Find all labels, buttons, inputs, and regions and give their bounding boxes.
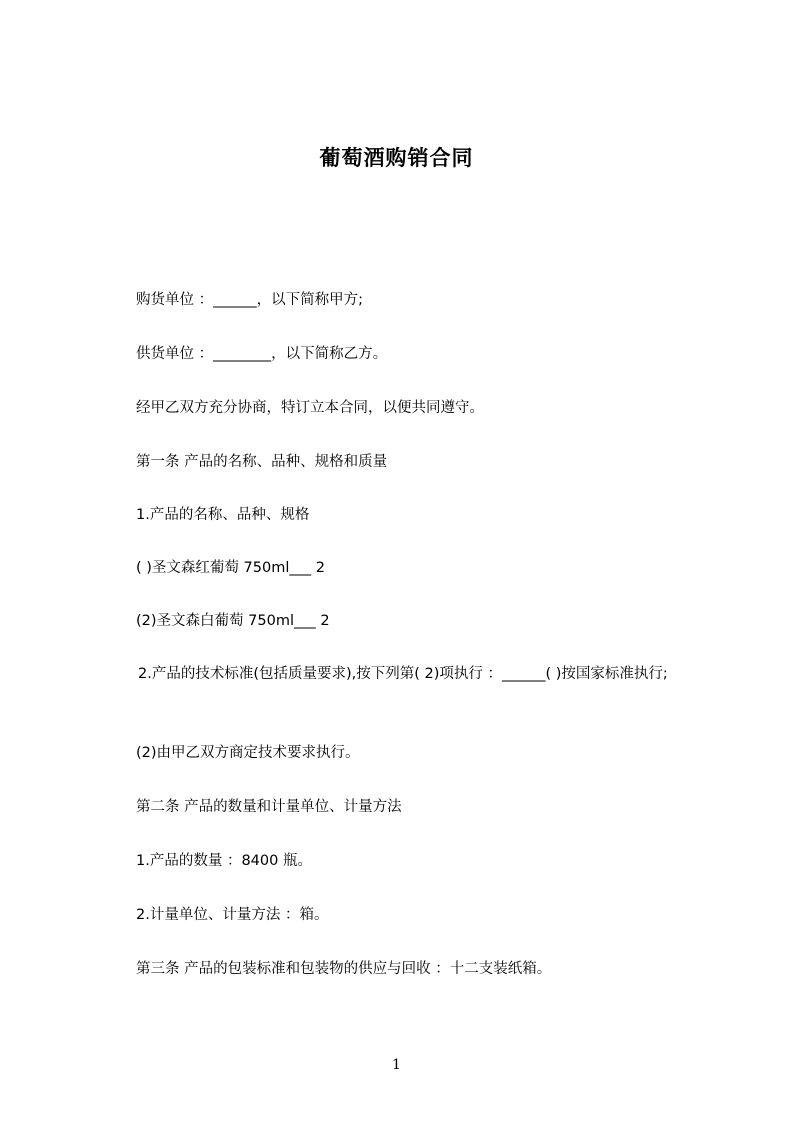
product-item-red: ( )圣文森红葡萄 750ml___ 2 (136, 560, 325, 576)
article-1-heading: 第一条 产品的名称、品种、规格和质量 (136, 454, 388, 470)
document-title: 葡萄酒购销合同 (319, 146, 474, 170)
article-2-heading: 第二条 产品的数量和计量单位、计量方法 (136, 799, 402, 815)
article-3-heading: 第三条 产品的包装标准和包装物的供应与回收 ：十二支装纸箱。 (136, 961, 552, 977)
product-item-white: (2)圣文森白葡萄 750ml___ 2 (136, 613, 330, 629)
clause-2-1: 1.产品的数量 ：8400 瓶。 (136, 853, 312, 869)
clause-1-1: 1.产品的名称、品种、规格 (136, 507, 310, 523)
supplier-line: 供货单位 ：________，以下简称乙方。 (136, 346, 388, 362)
page-number: 1 (392, 1057, 401, 1073)
clause-2-2: 2.计量单位、计量方法 ：箱。 (136, 907, 329, 923)
clause-1-2-option: (2)由甲乙双方商定技术要求执行。 (136, 745, 360, 761)
agreement-intro: 经甲乙双方充分协商，特订立本合同，以便共同遵守。 (136, 400, 484, 416)
buyer-line: 购货单位 ：______，以下简称甲方; (136, 292, 363, 308)
clause-1-2: 2.产品的技术标准(包括质量要求),按下列第( 2)项执行 ：______( )按国家标准执行; (138, 666, 668, 682)
